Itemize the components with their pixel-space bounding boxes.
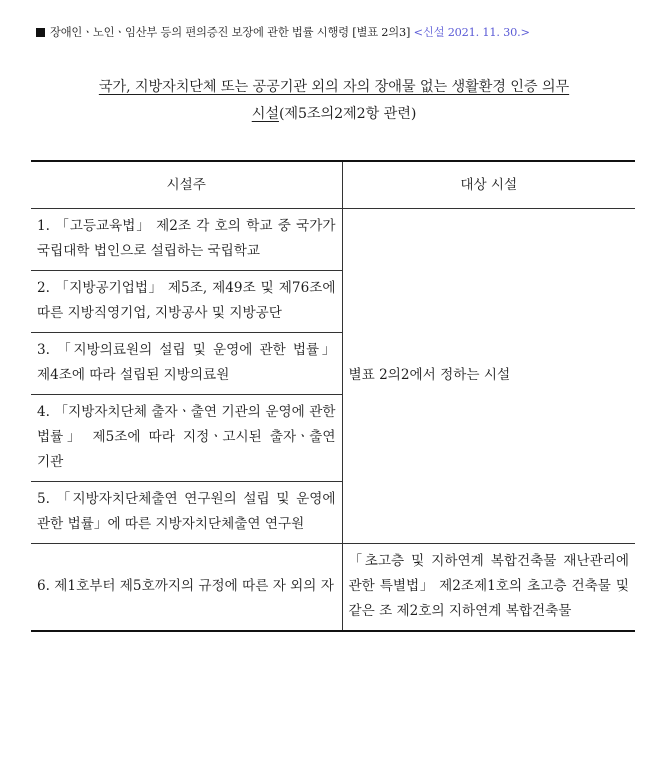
owner-cell: 5. 「지방자치단체출연 연구원의 설립 및 운영에 관한 법률」에 따른 지방자치단체출연 연구원 [31, 482, 342, 544]
title-line-2-rest: (제5조의2제2항 관련) [278, 106, 417, 122]
facility-table [31, 160, 635, 632]
shared-target-cell: 별표 2의2에서 정하는 시설 [342, 209, 635, 544]
target-cell: 「초고층 및 지하연계 복합건축물 재난관리에 관한 특별법」 제2조제1호의 초고층 건축물 및 같은 조 제2호의 지하연계 복합건축물 [342, 544, 635, 632]
table-header-row [31, 161, 635, 209]
table-row [31, 544, 635, 632]
owner-cell: 1. 「고등교육법」 제2조 각 호의 학교 중 국가가 국립대학 법인으로 설립하는 국립학교 [31, 209, 342, 271]
title-line-2 [30, 101, 638, 128]
amendment-date: <신설 2021. 11. 30.> [413, 26, 530, 39]
header-target: 대상 시설 [342, 161, 635, 209]
owner-cell: 6. 제1호부터 제5호까지의 규정에 따른 자 외의 자 [31, 544, 342, 632]
law-header [36, 24, 656, 40]
header-owner: 시설주 [31, 161, 342, 209]
owner-cell: 3. 「지방의료원의 설립 및 운영에 관한 법률」 제4조에 따라 설립된 지방의료원 [31, 333, 342, 395]
owner-cell: 4. 「지방자치단체 출자ㆍ출연 기관의 운영에 관한 법률」 제5조에 따라 지정ㆍ고시된 출자ㆍ출연 기관 [31, 395, 342, 482]
title-line-2-underlined: 시설 [251, 106, 279, 122]
title-line-1: 국가, 지방자치단체 또는 공공기관 외의 자의 장애물 없는 생활환경 인증 의무 [98, 79, 570, 95]
table-row [31, 209, 635, 271]
owner-cell: 2. 「지방공기업법」 제5조, 제49조 및 제76조에 따른 지방직영기업, 지방공사 및 지방공단 [31, 271, 342, 333]
law-reference: 장애인ㆍ노인ㆍ임산부 등의 편의증진 보장에 관한 법률 시행령 [별표 2의3] [50, 26, 411, 39]
square-bullet-icon [36, 28, 45, 37]
document-title [30, 74, 638, 128]
